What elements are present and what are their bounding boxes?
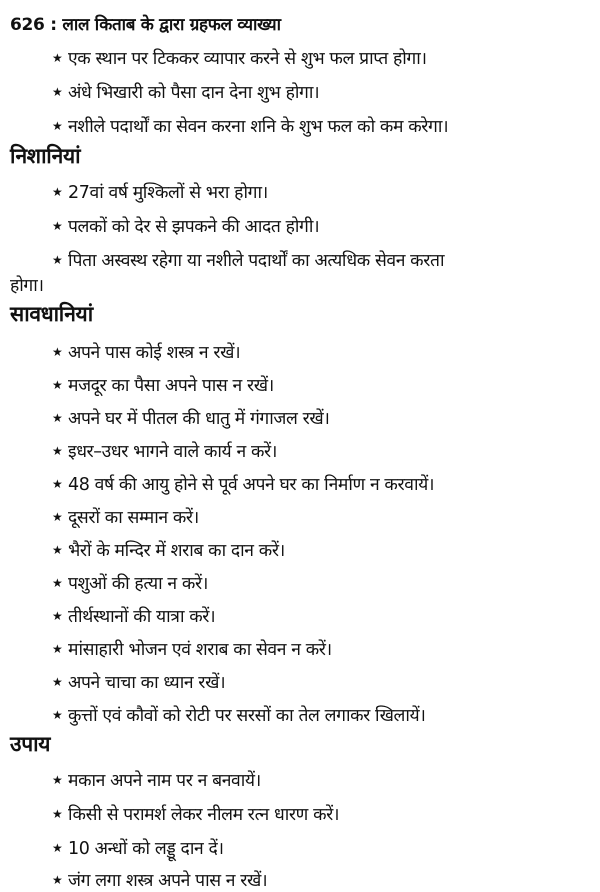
list-item: ★ मांसाहारी भोजन एवं शराब का सेवन न करें।	[52, 640, 332, 660]
star-bullet-icon: ★	[52, 642, 63, 656]
running-header: 626 : लाल किताब के द्वारा ग्रहफल व्याख्या	[10, 15, 281, 35]
list-item: ★ पलकों को देर से झपकने की आदत होगी।	[52, 217, 320, 237]
list-item: ★ कुत्तों एवं कौवों को रोटी पर सरसों का तेल लगाकर खिलायें।	[52, 706, 426, 726]
list-item: ★ पिता अस्वस्थ रहेगा या नशीले पदार्थों का अत्यधिक सेवन करता	[52, 251, 445, 271]
star-bullet-icon: ★	[52, 119, 63, 133]
star-bullet-icon: ★	[52, 773, 63, 787]
star-bullet-icon: ★	[52, 444, 63, 458]
list-item: ★ 10 अन्धों को लड्डू दान दें।	[52, 839, 224, 859]
list-item: ★ 27वां वर्ष मुश्किलों से भरा होगा।	[52, 183, 268, 203]
list-item: ★ जंग लगा शस्त्र अपने पास न रखें।	[52, 871, 268, 891]
list-item: ★ अंधे भिखारी को पैसा दान देना शुभ होगा।	[52, 83, 320, 103]
star-bullet-icon: ★	[52, 253, 63, 267]
list-item: ★ 48 वर्ष की आयु होने से पूर्व अपने घर का निर्माण न करवायें।	[52, 475, 435, 495]
list-item: ★ अपने चाचा का ध्यान रखें।	[52, 673, 226, 693]
list-item: ★ मजदूर का पैसा अपने पास न रखें।	[52, 376, 274, 396]
list-item: ★ भैरों के मन्दिर में शराब का दान करें।	[52, 541, 285, 561]
list-item: ★ किसी से परामर्श लेकर नीलम रत्न धारण करें।	[52, 805, 340, 825]
star-bullet-icon: ★	[52, 85, 63, 99]
list-item: ★ अपने घर में पीतल की धातु में गंगाजल रखें।	[52, 409, 330, 429]
star-bullet-icon: ★	[52, 675, 63, 689]
star-bullet-icon: ★	[52, 807, 63, 821]
star-bullet-icon: ★	[52, 477, 63, 491]
star-bullet-icon: ★	[52, 219, 63, 233]
list-item: ★ दूसरों का सम्मान करें।	[52, 508, 199, 528]
star-bullet-icon: ★	[52, 609, 63, 623]
star-bullet-icon: ★	[52, 576, 63, 590]
section-heading-precautions: सावधानियां	[10, 302, 93, 326]
list-item: ★ एक स्थान पर टिककर व्यापार करने से शुभ फल प्राप्त होगा।	[52, 49, 427, 69]
list-item: ★ मकान अपने नाम पर न बनवायें।	[52, 771, 261, 791]
list-item: ★ नशीले पदार्थों का सेवन करना शनि के शुभ फल को कम करेगा।	[52, 117, 449, 137]
star-bullet-icon: ★	[52, 378, 63, 392]
list-item: ★ अपने पास कोई शस्त्र न रखें।	[52, 343, 241, 363]
star-bullet-icon: ★	[52, 510, 63, 524]
list-item: ★ इधर–उधर भागने वाले कार्य न करें।	[52, 442, 277, 462]
section-heading-signs: निशानियां	[10, 144, 81, 168]
star-bullet-icon: ★	[52, 51, 63, 65]
list-item: ★ तीर्थस्थानों की यात्रा करें।	[52, 607, 216, 627]
star-bullet-icon: ★	[52, 345, 63, 359]
list-item: ★ पशुओं की हत्या न करें।	[52, 574, 208, 594]
star-bullet-icon: ★	[52, 185, 63, 199]
star-bullet-icon: ★	[52, 873, 63, 887]
list-item-continuation: होगा।	[10, 276, 44, 296]
star-bullet-icon: ★	[52, 543, 63, 557]
star-bullet-icon: ★	[52, 411, 63, 425]
star-bullet-icon: ★	[52, 841, 63, 855]
star-bullet-icon: ★	[52, 708, 63, 722]
section-heading-remedies: उपाय	[10, 732, 51, 756]
